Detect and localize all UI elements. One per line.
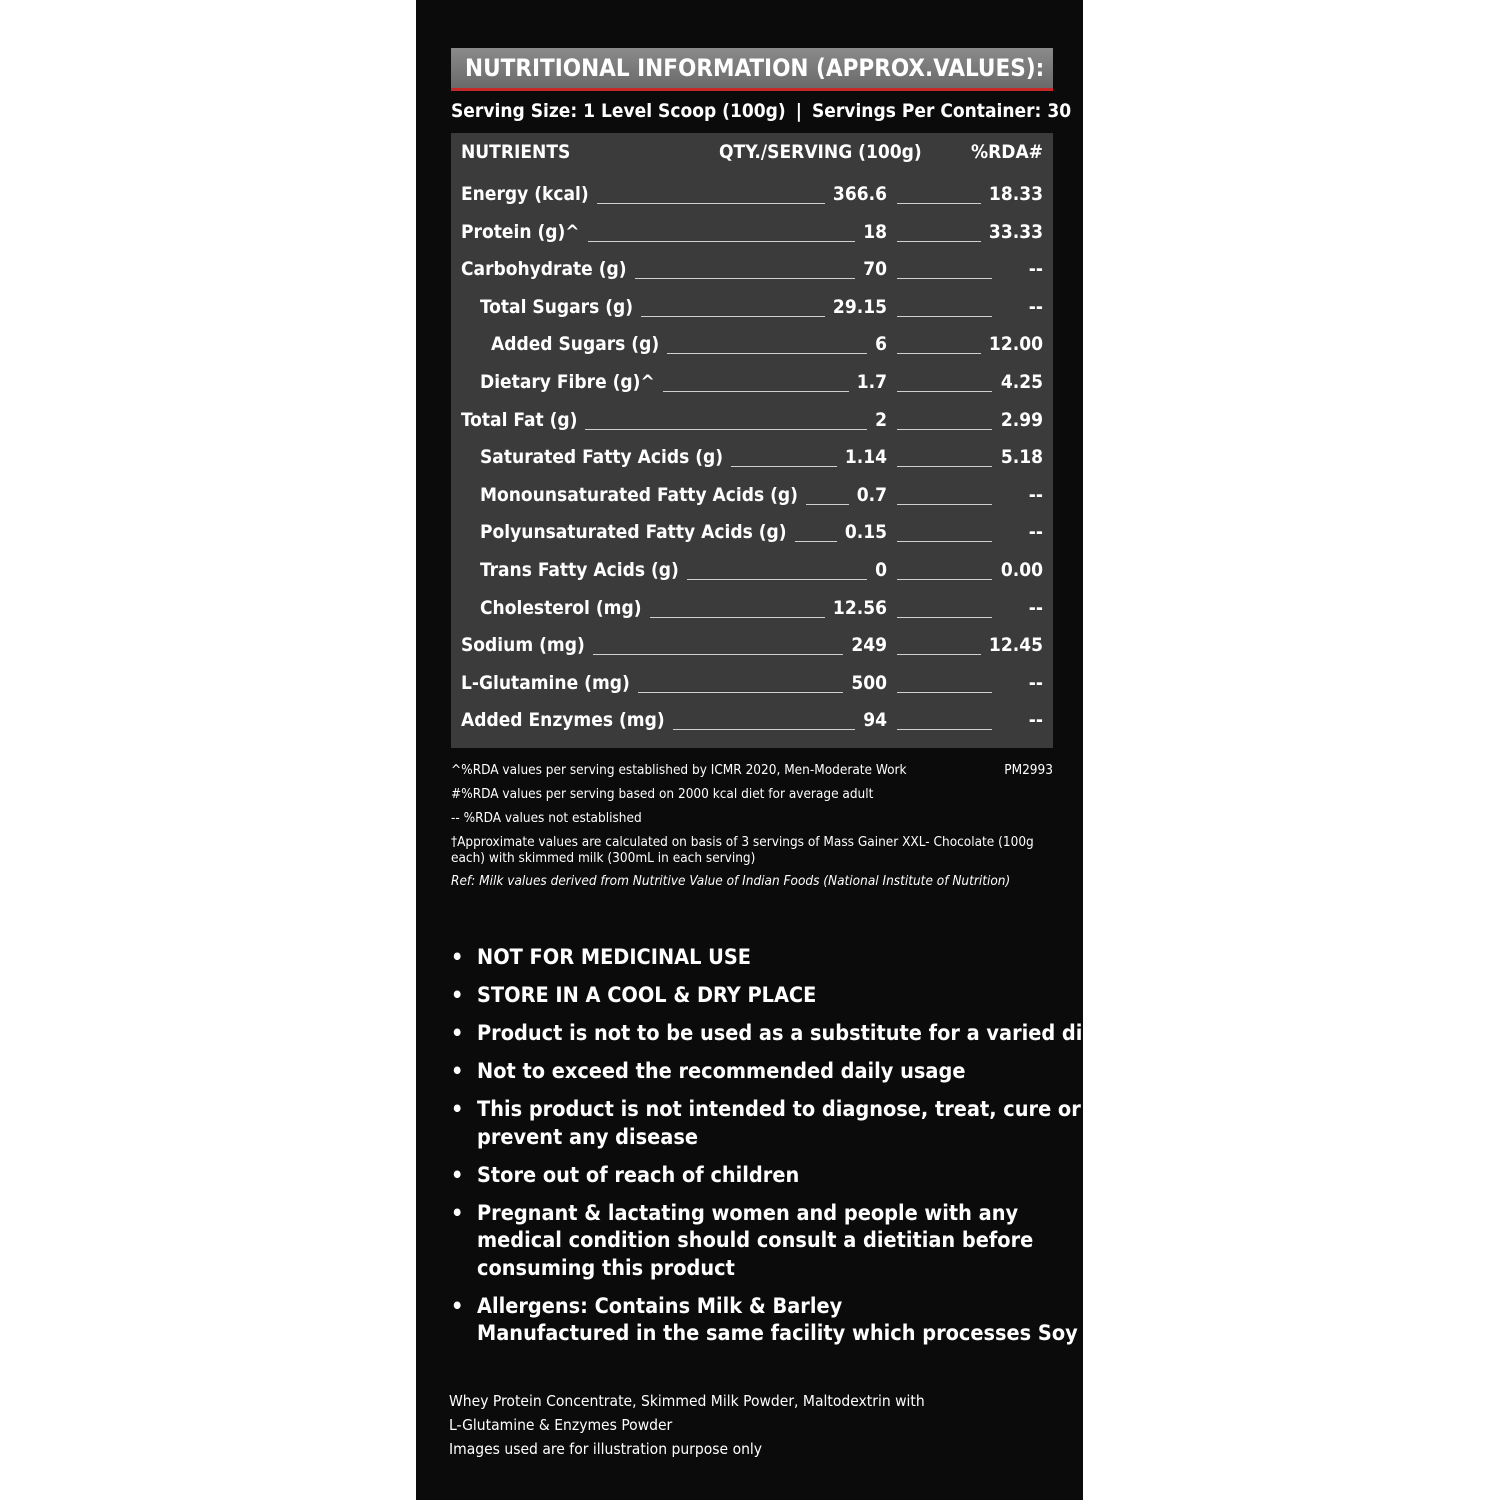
- product-code: PM2993: [1004, 762, 1053, 778]
- warning-item: [451, 1096, 1081, 1151]
- leader-line: [897, 579, 992, 580]
- footnote-rda-icmr: [451, 762, 1053, 779]
- warning-text: Allergens: Contains Milk & Barley: [477, 1293, 843, 1319]
- warning-item: [451, 944, 1061, 972]
- nutrient-name: Polyunsaturated Fatty Acids (g): [480, 521, 795, 543]
- nutrient-qty: 0.15: [837, 521, 887, 543]
- nutrient-row: [451, 595, 1053, 627]
- nutrient-rda: 2.99: [993, 409, 1043, 431]
- ingredients-line-2: L-Glutamine & Enzymes Powder: [449, 1416, 673, 1434]
- nutrient-rda: 18.33: [981, 183, 1043, 205]
- nutrient-name: L-Glutamine (mg): [461, 672, 638, 694]
- warning-text: prevent any disease: [477, 1124, 698, 1150]
- nutrient-rda: --: [1021, 484, 1043, 506]
- warning-text: Store out of reach of children: [477, 1162, 800, 1188]
- nutrient-rda: --: [1021, 672, 1043, 694]
- nutrient-name: Carbohydrate (g): [461, 258, 635, 280]
- nutrient-qty: 0.7: [849, 484, 887, 506]
- nutrient-qty: 18: [855, 221, 887, 243]
- warning-text: STORE IN A COOL & DRY PLACE: [477, 983, 817, 1008]
- footnote-not-established: -- %RDA values not established: [451, 810, 642, 826]
- nutrient-row: [451, 331, 1053, 363]
- warning-text: Pregnant & lactating women and people with any: [477, 1200, 1019, 1226]
- nutrient-name: Dietary Fibre (g)^: [480, 371, 663, 393]
- illustration-disclaimer: Images used are for illustration purpose only: [449, 1440, 763, 1458]
- nutrient-qty: 12.56: [825, 597, 887, 619]
- nutrient-name: Protein (g)^: [461, 221, 588, 243]
- ingredients-line-1: Whey Protein Concentrate, Skimmed Milk Powder, Maltodextrin with: [449, 1392, 925, 1410]
- nutrient-row: [451, 219, 1053, 251]
- serving-separator: |: [795, 100, 802, 122]
- nutrient-row: [451, 519, 1053, 551]
- warning-text: This product is not intended to diagnose, treat, cure or: [477, 1097, 1081, 1122]
- nutrient-name: Energy (kcal): [461, 183, 597, 205]
- nutrient-name: Monounsaturated Fatty Acids (g): [480, 484, 806, 506]
- footnotes: [451, 762, 1053, 890]
- bullet-icon: •: [451, 983, 464, 1008]
- nutrient-rda: 12.00: [981, 333, 1043, 355]
- nutrient-name: Sodium (mg): [461, 634, 593, 656]
- nutrient-row: [451, 294, 1053, 326]
- leader-line: [897, 203, 992, 204]
- nutrient-qty: 2: [867, 409, 887, 431]
- header-rda: %RDA#: [970, 141, 1043, 163]
- warning-text: medical condition should consult a dietitian before: [477, 1228, 1034, 1253]
- nutrient-row: [451, 632, 1053, 664]
- nutrient-row: [451, 369, 1053, 401]
- leader-line: [897, 278, 992, 279]
- leader-line: [897, 729, 992, 730]
- nutrient-name: Total Sugars (g): [480, 296, 641, 318]
- nutrient-rda: --: [1021, 258, 1043, 280]
- nutrient-rda: 12.45: [981, 634, 1043, 656]
- warning-item: [451, 1200, 1061, 1283]
- warnings-list: [451, 944, 1105, 1358]
- warning-item: [451, 1058, 1061, 1086]
- nutrient-row: [451, 407, 1053, 439]
- nutrient-rda: 5.18: [993, 446, 1043, 468]
- leader-line: [897, 692, 992, 693]
- leader-line: [897, 391, 992, 392]
- leader-line: [897, 654, 992, 655]
- nutrient-rda: --: [1021, 597, 1043, 619]
- nutrient-qty: 94: [855, 709, 887, 731]
- nutrient-qty: 1.7: [849, 371, 887, 393]
- nutrient-row: [451, 557, 1053, 589]
- nutrient-qty: 366.6: [825, 183, 887, 205]
- nutrient-row: [451, 482, 1053, 514]
- leader-line: [897, 504, 992, 505]
- ingredients: [449, 1389, 1069, 1461]
- nutrient-row: [451, 670, 1053, 702]
- leader-line: [897, 466, 992, 467]
- nutrient-rda: --: [1021, 521, 1043, 543]
- servings-per-container: Servings Per Container: 30: [811, 100, 1072, 122]
- nutrient-rda: --: [1021, 709, 1043, 731]
- warning-text: Product is not to be used as a substitute for a varied diet: [477, 1021, 1105, 1046]
- leader-line: [897, 353, 992, 354]
- warning-text: consuming this product: [477, 1255, 735, 1281]
- serving-size: Serving Size: 1 Level Scoop (100g): [451, 100, 786, 122]
- nutrient-qty: 70: [855, 258, 887, 280]
- footnote-rda-icmr-text: ^%RDA values per serving established by ICMR 2020, Men-Moderate Work: [451, 762, 907, 778]
- footnote-rda-2000: #%RDA values per serving based on 2000 kcal diet for average adult: [451, 786, 874, 802]
- warning-text: NOT FOR MEDICINAL USE: [477, 945, 752, 970]
- leader-line: [897, 617, 992, 618]
- footnote-approx: †Approximate values are calculated on basis of 3 servings of Mass Gainer XXL- Chocolate (100g each) with skimmed milk (300mL in each serving): [451, 834, 1034, 866]
- warning-item: [451, 1162, 1061, 1190]
- warning-item: [451, 982, 1061, 1010]
- nutrient-rda: 33.33: [981, 221, 1043, 243]
- nutrient-name: Trans Fatty Acids (g): [480, 559, 687, 581]
- nutrition-title-bar: [451, 48, 1053, 91]
- serving-info: [451, 96, 1072, 128]
- bullet-icon: •: [451, 945, 464, 970]
- header-qty-serving: QTY./SERVING (100g): [719, 141, 922, 163]
- nutrient-rda: 4.25: [993, 371, 1043, 393]
- footnote-ref: Ref: Milk values derived from Nutritive Value of Indian Foods (National Institute of Nutrition): [451, 873, 1011, 889]
- nutrient-qty: 500: [843, 672, 887, 694]
- warning-item: [451, 1020, 1105, 1048]
- leader-line: [897, 429, 992, 430]
- nutrient-row: [451, 256, 1053, 288]
- header-nutrients: NUTRIENTS: [461, 141, 571, 163]
- nutrient-row: [451, 444, 1053, 476]
- bullet-icon: •: [451, 1097, 464, 1122]
- nutrition-title: NUTRITIONAL INFORMATION (APPROX.VALUES):: [465, 54, 1045, 82]
- nutrient-qty: 249: [843, 634, 887, 656]
- bullet-icon: •: [451, 1021, 464, 1046]
- nutrient-rda: --: [1021, 296, 1043, 318]
- nutrient-qty: 6: [867, 333, 887, 355]
- nutrient-qty: 1.14: [837, 446, 887, 468]
- nutrition-table: [451, 133, 1053, 748]
- warning-text: Not to exceed the recommended daily usage: [477, 1059, 966, 1084]
- nutrient-name: Total Fat (g): [461, 409, 585, 431]
- nutrient-qty: 0: [867, 559, 887, 581]
- bullet-icon: •: [451, 1200, 464, 1226]
- warning-item: [451, 1293, 1078, 1348]
- leader-line: [897, 541, 992, 542]
- bullet-icon: •: [451, 1293, 464, 1319]
- nutrient-name: Added Sugars (g): [491, 333, 667, 355]
- nutrient-name: Cholesterol (mg): [480, 597, 650, 619]
- bullet-icon: •: [451, 1162, 464, 1188]
- nutrient-row: [451, 181, 1053, 213]
- nutrient-name: Added Enzymes (mg): [461, 709, 673, 731]
- nutrient-name: Saturated Fatty Acids (g): [480, 446, 731, 468]
- leader-line: [897, 241, 992, 242]
- bullet-icon: •: [451, 1059, 464, 1084]
- nutrient-rda: 0.00: [993, 559, 1043, 581]
- leader-line: [897, 316, 992, 317]
- nutrient-qty: 29.15: [825, 296, 887, 318]
- nutrient-row: [451, 707, 1053, 739]
- warning-text: Manufactured in the same facility which processes Soy: [477, 1321, 1078, 1346]
